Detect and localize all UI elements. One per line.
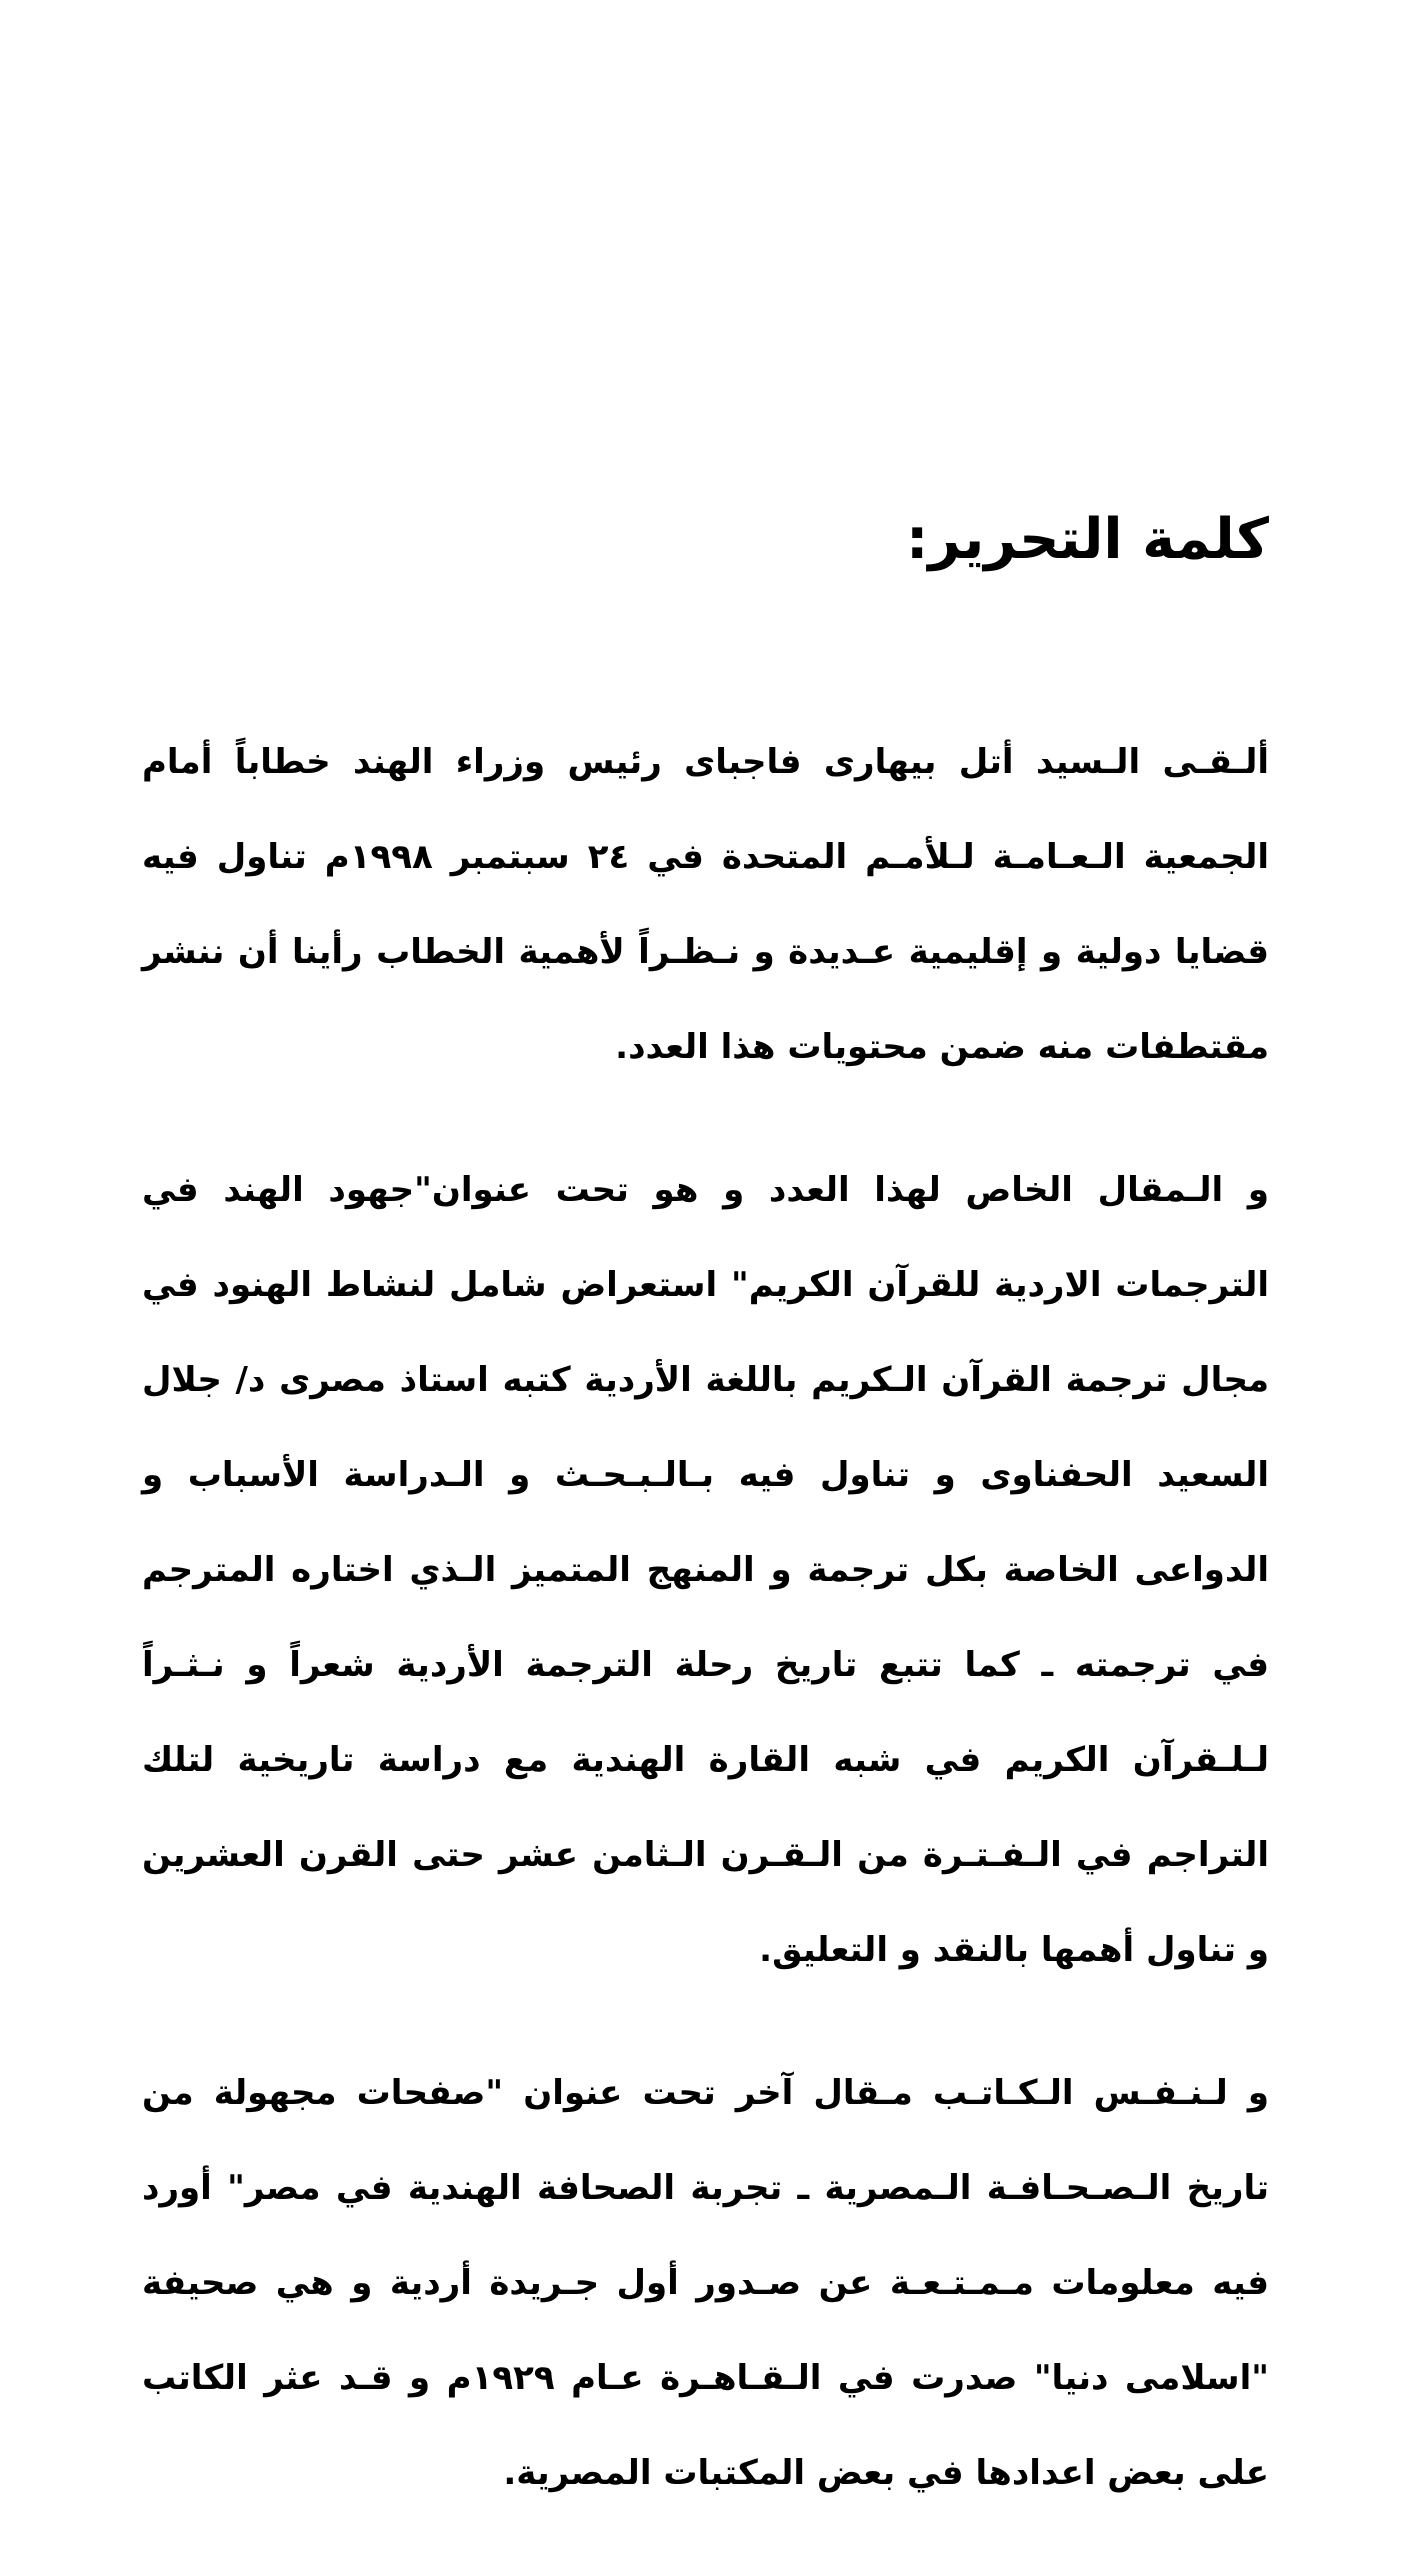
- page-title: كلمة التحرير:: [906, 507, 1269, 572]
- paragraph-3: و لـنـفـس الـكـاتـب مـقال آخر تحت عنوان "صفحات مجهولة من تاريخ الـصـحـافـة الـمصرية ـ تجربة الصحافة الهندية في مصر" أورد فيه معلومات مـمـتـعـة عن صـدور أول جـريدة أردية و هي صحيفة "اسلامى دنيا" صدرت في الـقـاهـرة عـام ١٩٢٩م و قـد عثر الكاتب على بعض اعدادها في بعض المكتبات المصرية.: [142, 2073, 1269, 2493]
- paragraph-2: و الـمقال الخاص لهذا العدد و هو تحت عنوان"جهود الهند في الترجمات الاردية للقرآن الكريم" استعراض شامل لنشاط الهنود في مجال ترجمة القرآن الـكريم باللغة الأردية كتبه استاذ مصرى د/ جلال السعيد الحفناوى و تناول فيه بـالـبـحـث و الـدراسة الأسباب و الدواعى الخاصة بكل ترجمة و المنهج المتميز الـذي اختاره المترجم في ترجمته ـ كما تتبع تاريخ رحلة الترجمة الأردية شعراً و نـثـراً لـلـقرآن الكريم في شبه القارة الهندية مع دراسة تاريخية لتلك التراجم في الـفـتـرة من الـقـرن الـثامن عشر حتى القرن العشرين و تناول أهمها بالنقد و التعليق.: [142, 1170, 1269, 1970]
- paragraph-1: ألـقـى الـسيد أتل بيهارى فاجباى رئيس وزراء الهند خطاباً أمام الجمعية الـعـامـة لـلأمـم المتحدة في ٢٤ سبتمبر ١٩٩٨م تناول فيه قضايا دولية و إقليمية عـديدة و نـظـراً لأهمية الخطاب رأينا أن ننشر مقتطفات منه ضمن محتويات هذا العدد.: [142, 742, 1269, 1067]
- article-body: [142, 715, 1269, 2569]
